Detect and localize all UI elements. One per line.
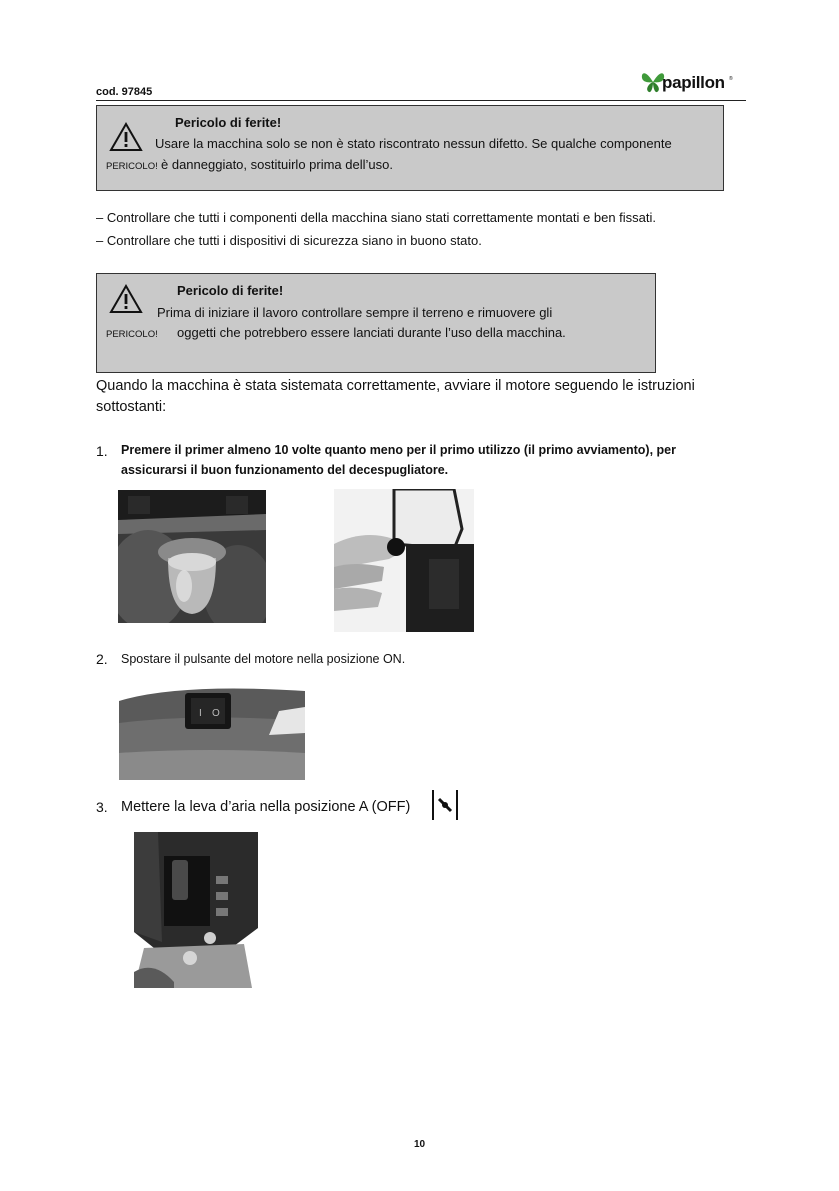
primer-bulb-photo bbox=[118, 490, 266, 623]
choke-lever-photo bbox=[134, 832, 258, 988]
warning-title: Pericolo di ferite! bbox=[175, 115, 282, 130]
header-divider bbox=[96, 100, 746, 101]
danger-label: PERICOLO! bbox=[106, 161, 158, 172]
hand-pressing-primer-photo bbox=[334, 489, 474, 632]
warning-triangle-icon bbox=[109, 284, 143, 314]
step-text: Spostare il pulsante del motore nella posizione ON. bbox=[121, 652, 406, 666]
step-text: Mettere la leva d’aria nella posizione A (OFF) bbox=[121, 799, 411, 815]
warning-text-line: Prima di iniziare il lavoro controllare sempre il terreno e rimuovere gli bbox=[157, 305, 553, 320]
warning-triangle-icon bbox=[109, 122, 143, 152]
check-line: – Controllare che tutti i dispositivi di sicurezza siano in buono stato. bbox=[96, 233, 482, 248]
choke-closed-icon bbox=[431, 789, 459, 821]
intro-text: sottostanti: bbox=[96, 399, 167, 415]
warning-text-line: Usare la macchina solo se non è stato riscontrato nessun difetto. Se qualche componente bbox=[155, 136, 672, 151]
check-line: – Controllare che tutti i componenti della macchina siano stati correttamente montati e ben fissati. bbox=[96, 210, 657, 225]
step-number: 2. bbox=[96, 651, 108, 667]
warning-box-1 bbox=[96, 105, 724, 191]
step-number: 1. bbox=[96, 443, 108, 459]
engine-switch-photo bbox=[119, 683, 305, 780]
warning-title: Pericolo di ferite! bbox=[177, 283, 284, 298]
step-text: Premere il primer almeno 10 volte quanto meno per il primo utilizzo (il primo avviamento), per bbox=[121, 443, 676, 457]
registered-mark: ® bbox=[729, 76, 733, 82]
warning-text-line: oggetti che potrebbero essere lanciati durante l’uso della macchina. bbox=[177, 325, 566, 340]
danger-label: PERICOLO! bbox=[106, 329, 158, 340]
step-text: assicurarsi il buon funzionamento del decespugliatore. bbox=[121, 463, 449, 477]
warning-box-2 bbox=[96, 273, 656, 373]
switch-on-mark: I bbox=[199, 708, 202, 719]
brand-name: papillon bbox=[662, 73, 725, 92]
step-number: 3. bbox=[96, 799, 108, 815]
page-number: 10 bbox=[413, 1139, 426, 1150]
switch-off-mark: O bbox=[212, 708, 220, 719]
document-code: cod. 97845 bbox=[96, 86, 153, 98]
warning-text-line: è danneggiato, sostituirlo prima dell’uso. bbox=[161, 157, 393, 172]
papillon-logo bbox=[640, 64, 740, 98]
intro-text: Quando la macchina è stata sistemata correttamente, avviare il motore seguendo le istruzioni bbox=[96, 378, 695, 394]
